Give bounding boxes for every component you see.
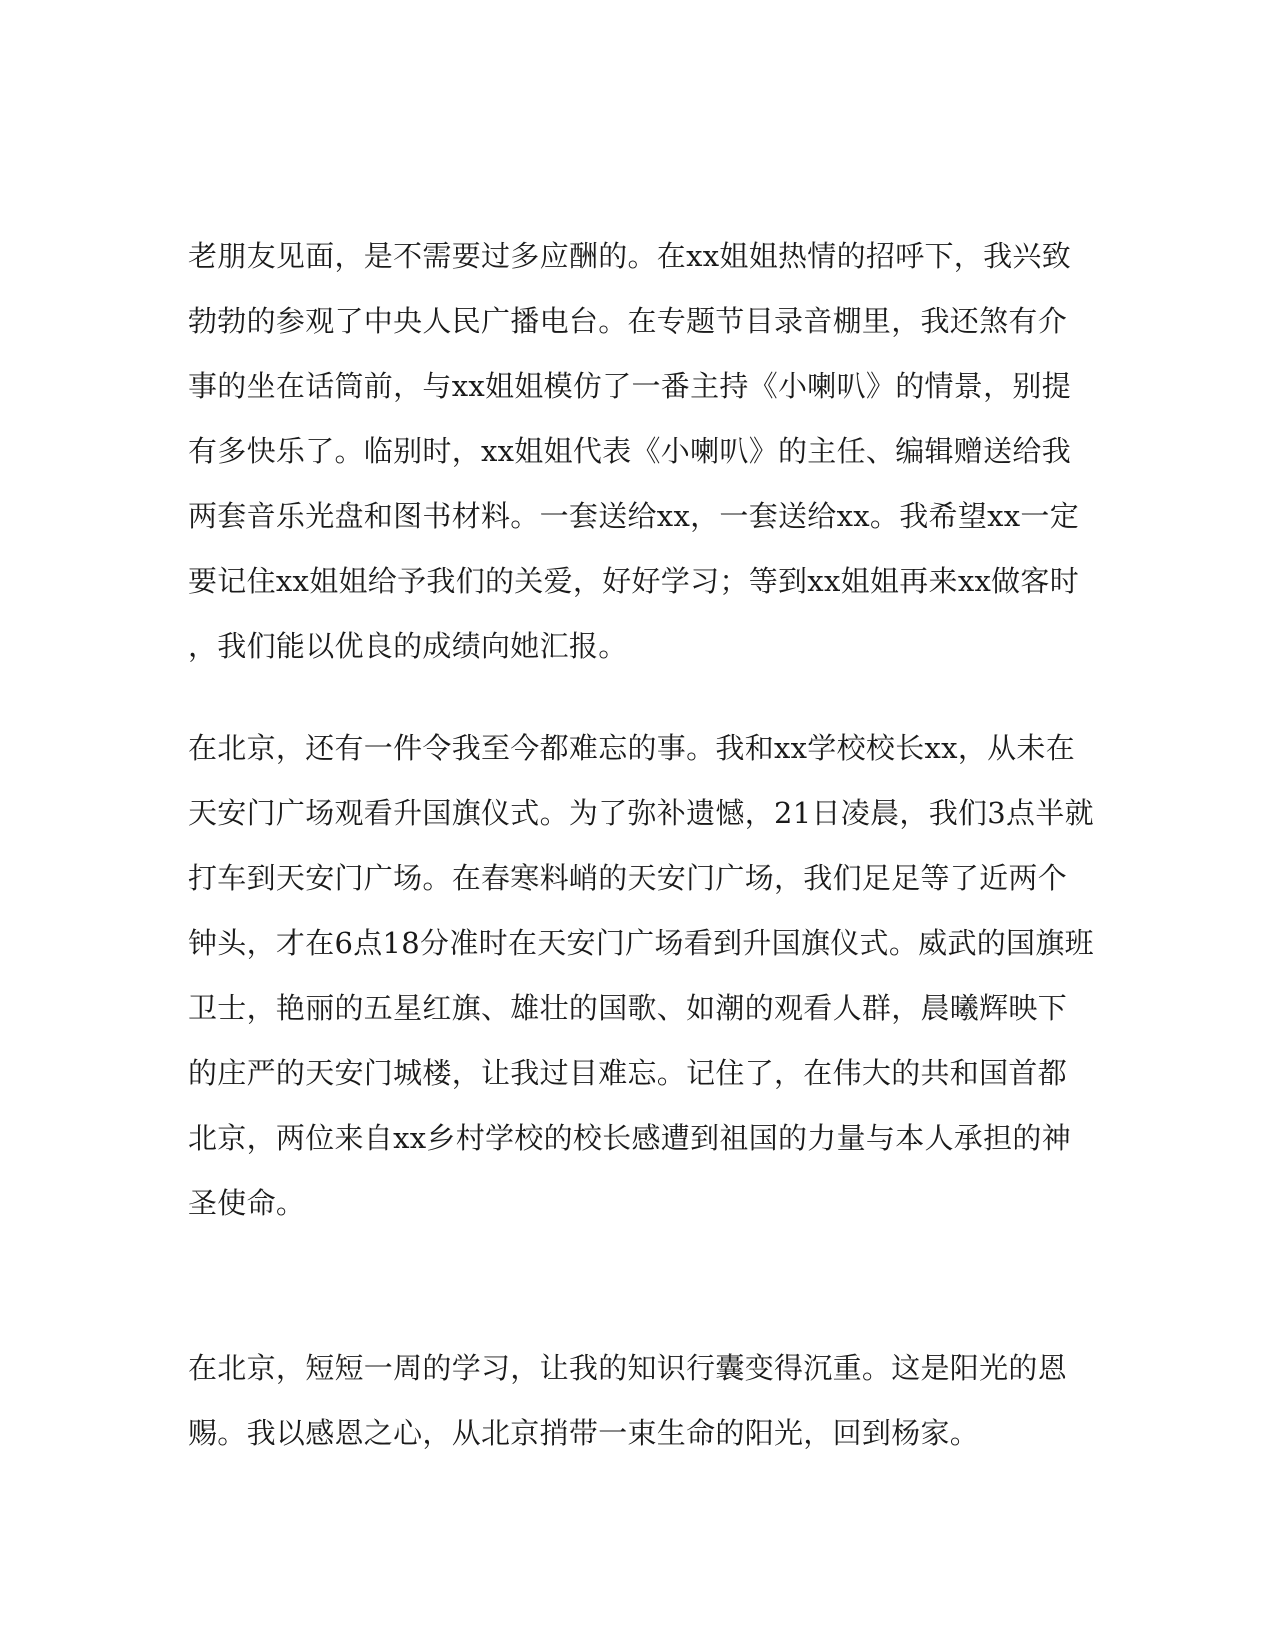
paragraph-line: 要记住xx姐姐给予我们的关爱，好好学习；等到xx姐姐再来xx做客时 — [188, 564, 1080, 598]
paragraph-line: 勃勃的参观了中央人民广播电台。在专题节目录音棚里，我还煞有介 — [188, 304, 1068, 338]
paragraph-2 — [188, 716, 1094, 1236]
paragraph-line: 钟头，才在6点18分准时在天安门广场看到升国旗仪式。威武的国旗班 — [188, 926, 1094, 960]
paragraph-line: 有多快乐了。临别时，xx姐姐代表《小喇叭》的主任、编辑赠送给我 — [188, 434, 1072, 468]
paragraph-1 — [188, 224, 1088, 679]
paragraph-line: 天安门广场观看升国旗仪式。为了弥补遗憾，21日凌晨，我们3点半就 — [188, 796, 1094, 830]
paragraph-line: 赐。我以感恩之心，从北京捎带一束生命的阳光，回到杨家。 — [188, 1416, 980, 1450]
paragraph-line: 打车到天安门广场。在春寒料峭的天安门广场，我们足足等了近两个 — [188, 861, 1068, 895]
paragraph-line: 卫士，艳丽的五星红旗、雄壮的国歌、如潮的观看人群，晨曦辉映下 — [188, 991, 1068, 1025]
paragraph-line: 两套音乐光盘和图书材料。一套送给xx，一套送给xx。我希望xx一定 — [188, 499, 1080, 533]
paragraph-line: 在北京，短短一周的学习，让我的知识行囊变得沉重。这是阳光的恩 — [188, 1351, 1068, 1385]
paragraph-line: 老朋友见面，是不需要过多应酬的。在xx姐姐热情的招呼下，我兴致 — [188, 239, 1072, 273]
paragraph-line: 事的坐在话筒前，与xx姐姐模仿了一番主持《小喇叭》的情景，别提 — [188, 369, 1072, 403]
paragraph-line: 北京，两位来自xx乡村学校的校长感遭到祖国的力量与本人承担的神 — [188, 1121, 1072, 1155]
paragraph-line: ，我们能以优良的成绩向她汇报。 — [188, 629, 628, 663]
paragraph-line: 的庄严的天安门城楼，让我过目难忘。记住了，在伟大的共和国首都 — [188, 1056, 1068, 1090]
paragraph-line: 在北京，还有一件令我至今都难忘的事。我和xx学校校长xx，从未在 — [188, 731, 1076, 765]
paragraph-line: 圣使命。 — [188, 1186, 306, 1220]
paragraph-3 — [188, 1336, 1088, 1466]
